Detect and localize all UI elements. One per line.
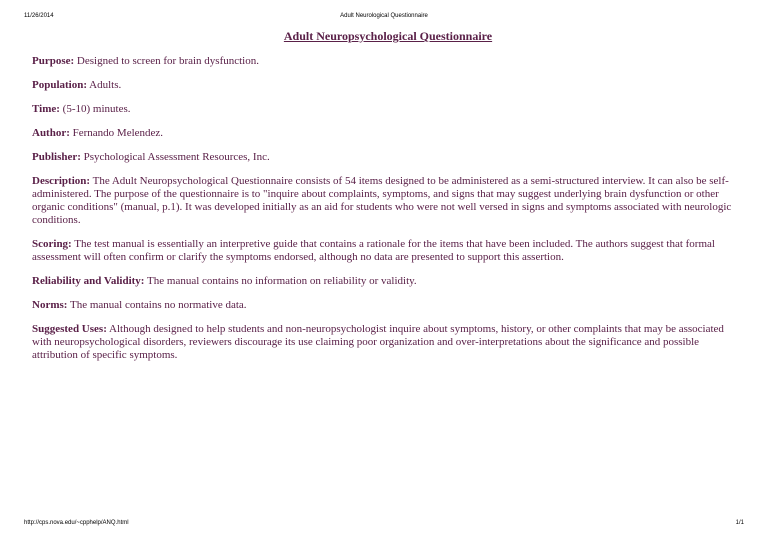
print-date: 11/26/2014: [24, 13, 54, 19]
section-label: Description:: [32, 175, 91, 187]
section-paragraph: [32, 275, 744, 288]
print-url[interactable]: http://cps.nova.edu/~cpphelp/ANQ.html: [24, 520, 129, 526]
section-paragraph: [32, 103, 744, 116]
print-page-number: 1/1: [735, 520, 744, 526]
section-label: Population:: [32, 79, 88, 91]
print-page-title: Adult Neurological Questionnaire: [340, 13, 428, 19]
section-label: Author:: [32, 127, 70, 139]
section-paragraph: [32, 55, 744, 68]
section-label: Purpose:: [32, 55, 75, 67]
section-text: The manual contains no normative data.: [70, 299, 247, 311]
section-paragraph: [32, 79, 744, 92]
section-text: The manual contains no information on reliability or validity.: [147, 275, 417, 287]
section-text: Fernando Melendez.: [72, 127, 164, 139]
section-text: (5-10) minutes.: [62, 103, 131, 115]
section-paragraph: [32, 299, 744, 312]
section-paragraph: [32, 323, 744, 362]
section-text: Psychological Assessment Resources, Inc.: [83, 151, 270, 163]
section-label: Time:: [32, 103, 60, 115]
section-label: Publisher:: [32, 151, 81, 163]
section-paragraph: [32, 175, 744, 227]
section-paragraph: [32, 127, 744, 140]
document-body: [32, 30, 744, 373]
section-label: Norms:: [32, 299, 68, 311]
page-title: Adult Neuropsychological Questionnaire: [283, 29, 493, 43]
section-text: The Adult Neuropsychological Questionnaire consists of 54 items designed to be administered as a semi-structured interview. It can also be self-administered. The purpose of the questionnaire is to "inquire about complaints, symptoms, and signs that may suggest underlying brain dysfunction or other organic conditions" (manual, p.1). It was developed initially as an aid for students who were not well versed in signs and symptoms associated with neurologic conditions.: [32, 175, 732, 226]
section-text: Although designed to help students and non-neuropsychologist inquire about symptoms, history, or other complaints that may be associated with neuropsychological disorders, reviewers discourage its use claiming poor organization and over-interpretations about the significance and possible attribution of specific symptoms.: [32, 323, 724, 361]
section-label: Suggested Uses:: [32, 323, 107, 335]
section-paragraph: [32, 151, 744, 164]
section-label: Scoring:: [32, 238, 72, 250]
sections-list: [32, 55, 744, 362]
section-paragraph: [32, 238, 744, 264]
section-label: Reliability and Validity:: [32, 275, 145, 287]
section-text: Designed to screen for brain dysfunction.: [76, 55, 259, 67]
section-text: The test manual is essentially an interpretive guide that contains a rationale for the items that have been included. The authors suggest that formal assessment will often confirm or clarify the symptoms endorsed, although no data are presented to support this assertion.: [32, 238, 715, 263]
section-text: Adults.: [89, 79, 122, 91]
